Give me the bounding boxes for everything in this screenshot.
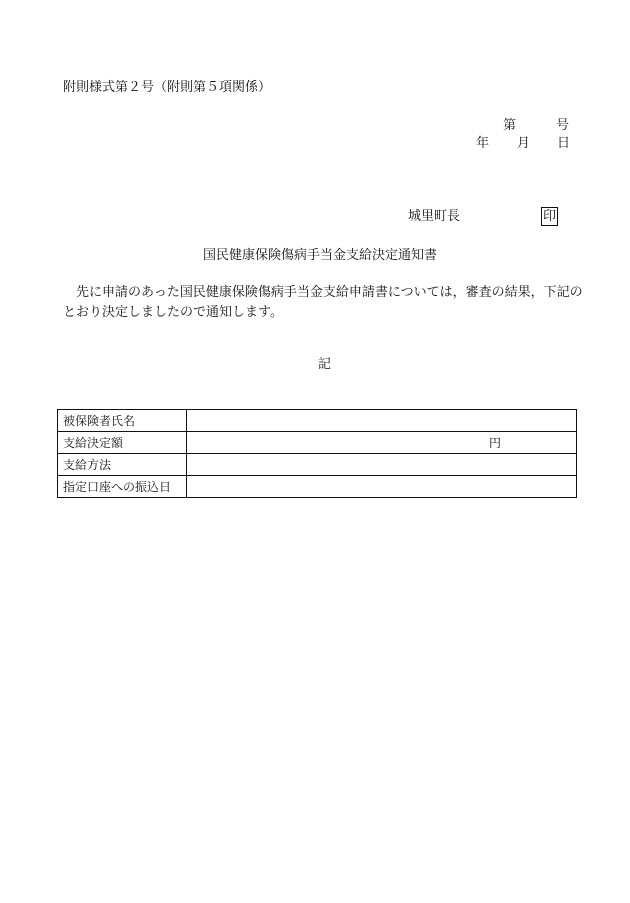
payment-method-label: 支給方法 bbox=[58, 454, 187, 476]
document-number-prefix: 第 bbox=[503, 118, 517, 133]
transfer-date-field[interactable] bbox=[187, 476, 577, 498]
table-row bbox=[58, 454, 577, 476]
payment-amount-field[interactable] bbox=[187, 432, 577, 454]
form-label: 附則様式第２号（附則第５項関係） bbox=[63, 80, 272, 95]
seal-mark: 印 bbox=[543, 209, 557, 224]
insured-name-label: 被保険者氏名 bbox=[58, 410, 187, 432]
date-year-label: 年 bbox=[476, 136, 490, 151]
document-title: 国民健康保険傷病手当金支給決定通知書 bbox=[203, 248, 438, 263]
issuer-name: 城里町長 bbox=[408, 209, 461, 224]
table-row bbox=[58, 410, 577, 432]
date-day-label: 日 bbox=[557, 136, 571, 151]
body-paragraph: 先に申請のあった国民健康保険傷病手当金支給申請書については，審査の結果，下記のとおり決定しましたので通知します。 bbox=[63, 285, 583, 320]
yen-unit-label: 円 bbox=[489, 435, 502, 450]
table-row bbox=[58, 432, 577, 454]
payment-method-field[interactable] bbox=[187, 454, 577, 476]
detail-table bbox=[57, 409, 577, 498]
ki-heading: 記 bbox=[318, 357, 332, 372]
date-month-label: 月 bbox=[517, 136, 531, 151]
insured-name-field[interactable] bbox=[187, 410, 577, 432]
transfer-date-label: 指定口座への振込日 bbox=[58, 476, 187, 498]
payment-amount-label: 支給決定額 bbox=[58, 432, 187, 454]
table-row bbox=[58, 476, 577, 498]
document-number-suffix: 号 bbox=[556, 118, 570, 133]
